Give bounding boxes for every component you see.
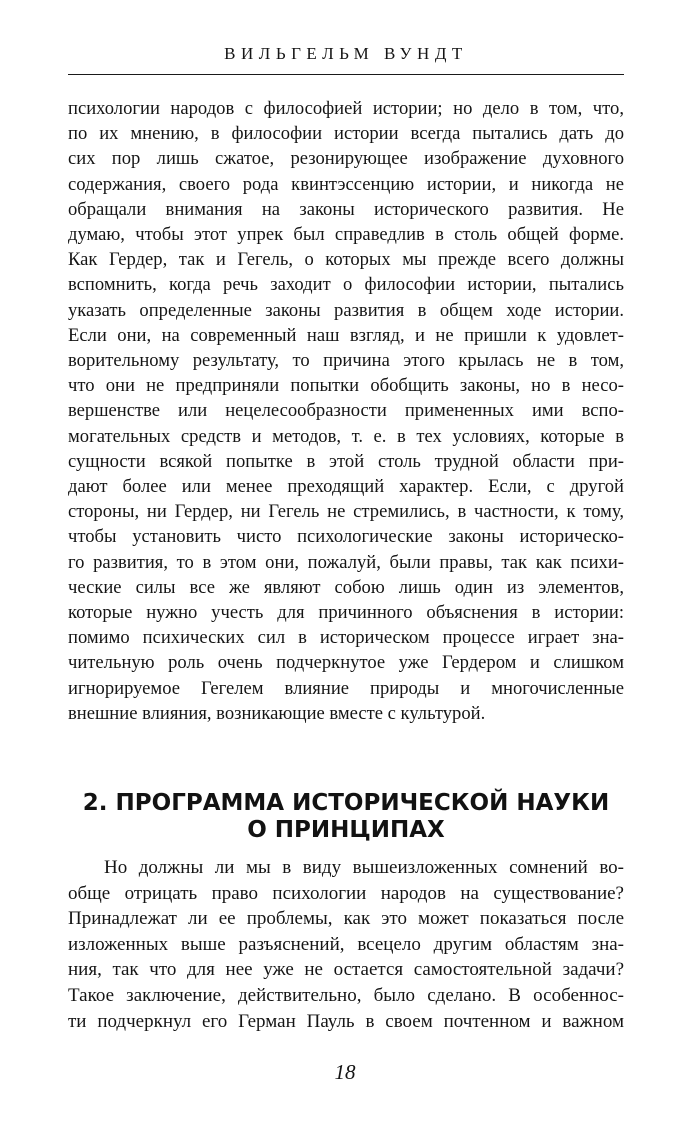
paragraph bbox=[68, 855, 624, 1034]
header-rule bbox=[68, 74, 624, 75]
text-line: игнорируемое Гегелем влияние природы и многочисленные bbox=[68, 677, 624, 699]
text-line: го развития, то в этом они, пожалуй, были правы, так как психи- bbox=[68, 551, 624, 573]
text-line: обращали внимания на законы исторического развития. Не bbox=[68, 198, 624, 220]
text-line: Принадлежат ли ее проблемы, как это может показаться после bbox=[68, 908, 624, 930]
page-number: 18 bbox=[334, 1060, 356, 1084]
text-line: психологии народов с философией истории; но дело в том, что, bbox=[68, 98, 624, 119]
section-heading-line1: 2. ПРОГРАММА ИСТОРИЧЕСКОЙ НАУКИ bbox=[82, 790, 610, 816]
running-header: ВИЛЬГЕЛЬМ ВУНДТ bbox=[224, 44, 468, 63]
text-line: ческие силы все же являют собою лишь один из элементов, bbox=[68, 576, 624, 598]
text-line: внешние влияния, возникающие вместе с культурой. bbox=[68, 702, 486, 724]
paragraph-continued bbox=[68, 96, 624, 726]
text-line: дают более или менее преходящий характер. Если, с другой bbox=[68, 476, 624, 498]
text-line: Как Гердер, так и Гегель, о которых мы прежде всего должны bbox=[68, 249, 624, 271]
section-heading bbox=[68, 790, 624, 844]
text-line: чительную роль очень подчеркнутое уже Гердером и слишком bbox=[68, 652, 624, 674]
text-line: ворительному результату, то причина этого крылась не в том, bbox=[68, 350, 624, 372]
text-line: сих пор лишь сжатое, резонирующее изображение духовного bbox=[68, 148, 624, 170]
text-line: по их мнению, в философии истории всегда пытались дать до bbox=[68, 123, 624, 145]
text-line: могательных средств и методов, т. е. в тех условиях, которые в bbox=[68, 425, 624, 447]
text-line: изложенных выше разъяснений, всецело другим областям зна- bbox=[68, 933, 624, 955]
text-line: ния, так что для нее уже не остается самостоятельной задачи? bbox=[68, 959, 624, 981]
text-line: сущности всякой попытке в этой столь трудной области при- bbox=[68, 450, 624, 472]
section-heading-line2: О ПРИНЦИПАХ bbox=[247, 817, 445, 843]
text-line: помимо психических сил в историческом процессе играет зна- bbox=[68, 627, 624, 649]
text-line: содержания, своего рода квинтэссенцию истории, и никогда не bbox=[68, 173, 624, 195]
text-line: вершенстве или нецелесообразности примененных ими вспо- bbox=[68, 400, 624, 422]
text-line: думаю, чтобы этот упрек был справедлив в столь общей форме. bbox=[68, 224, 624, 246]
text-line: вспомнить, когда речь заходит о философии истории, пытались bbox=[68, 274, 624, 296]
text-line: что они не предприняли попытки обобщить законы, но в несо- bbox=[68, 375, 624, 397]
text-line: Если они, на современный наш взгляд, и не пришли к удовлет- bbox=[68, 324, 624, 346]
text-line: ти подчеркнул его Герман Пауль в своем почтенном и важном bbox=[68, 1010, 624, 1032]
text-line: чтобы установить чисто психологические законы историческо- bbox=[68, 526, 624, 548]
text-line: стороны, ни Гердер, ни Гегель не стремились, в частности, к тому, bbox=[68, 501, 624, 523]
text-line: обще отрицать право психологии народов на существование? bbox=[68, 882, 624, 904]
text-line: Но должны ли мы в виду вышеизложенных сомнений во- bbox=[104, 857, 624, 878]
text-line: которые нужно учесть для причинного объяснения в истории: bbox=[68, 602, 624, 624]
text-line: Такое заключение, действительно, было сделано. В особеннос- bbox=[68, 984, 624, 1006]
text-line: указать определенные законы развития в общем ходе истории. bbox=[68, 299, 624, 321]
